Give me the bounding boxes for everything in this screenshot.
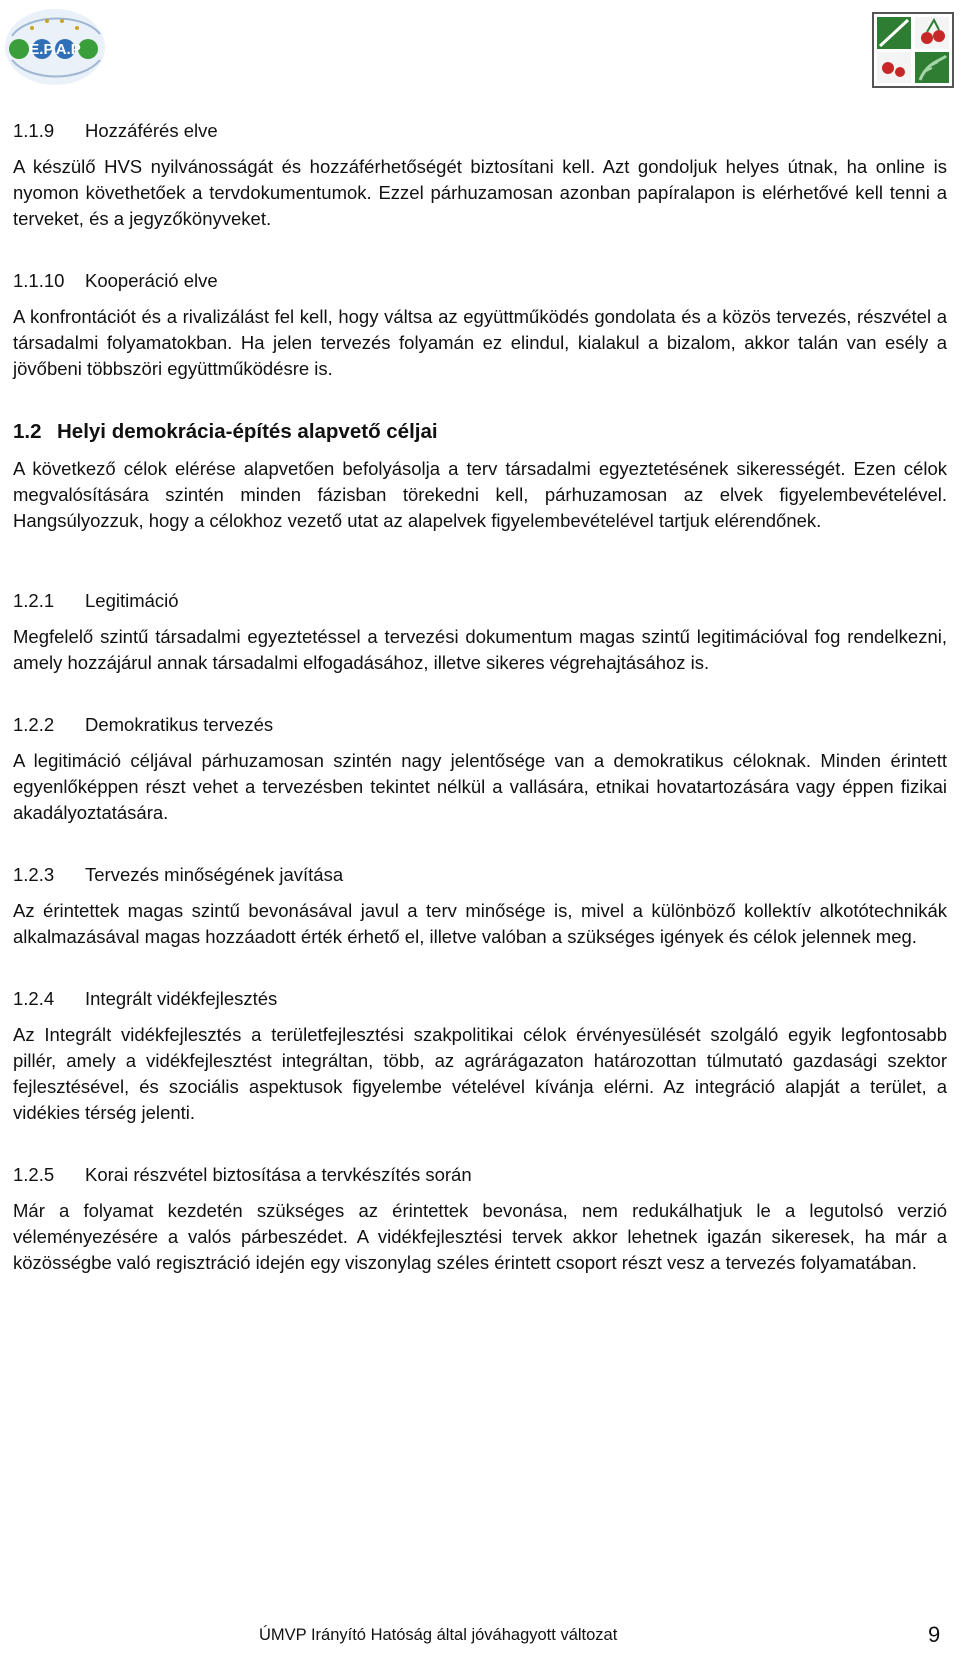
section-heading xyxy=(13,118,947,144)
page-footer xyxy=(0,1618,960,1648)
section-heading xyxy=(13,712,947,738)
section-title: Tervezés minőségének javítása xyxy=(85,864,344,885)
chapter-number: 1.2 xyxy=(13,420,42,443)
section-paragraph: Már a folyamat kezdetén szükséges az érintettek bevonása, nem redukálhatjuk le a legutolsó verzió véleményezésére a valós párbeszédet. A vidékfejlesztési tervek akkor lehetnek igazán sikeresek, ha már a közösségbe való regisztráció idején egy viszonylag széles érintett csoport részt vesz a tervezés folyamatában. xyxy=(13,1200,947,1273)
section-number: 1.2.3 xyxy=(13,864,55,885)
cherry-leaf-emblem xyxy=(872,12,954,88)
section-heading xyxy=(13,268,947,294)
chapter-title: Helyi demokrácia-építés alapvető céljai xyxy=(57,420,438,443)
footer-text: ÚMVP Irányító Hatóság által jóváhagyott változat xyxy=(259,1626,618,1644)
section-number: 1.2.5 xyxy=(13,1164,55,1185)
chapter-heading xyxy=(13,418,947,446)
section-number: 1.2.4 xyxy=(13,988,55,1009)
section-heading xyxy=(13,588,947,614)
section-paragraph: Az Integrált vidékfejlesztés a területfejlesztési szakpolitikai célok érvényesülését szolgáló egyik legfontosabb pillér, amely a vidékfejlesztést integráltan, több, az agrárágazaton határozottan túlmutató gazdasági szektor fejlesztésével, és szociális aspektusok figyelembe vételével kívánja elérni. Az integráció alapját a terület, a vidékies térség jelenti. xyxy=(13,1024,947,1123)
section-title: Integrált vidékfejlesztés xyxy=(85,988,278,1009)
section-heading xyxy=(13,862,947,888)
section-number: 1.2.2 xyxy=(13,714,55,735)
section-title: Hozzáférés elve xyxy=(85,120,218,141)
section-title: Korai részvétel biztosítása a tervkészítés során xyxy=(85,1164,472,1185)
section-number: 1.1.9 xyxy=(13,120,55,141)
section-paragraph: A következő célok elérése alapvetően befolyásolja a terv társadalmi egyeztetésének sikerességét. Ezen célok megvalósítására szintén minden fázisban törekedni kell, párhuzamosan az elvek figyelembevételével. Hangsúlyozzuk, hogy a célokhoz vezető utat az alapelvek figyelembevételével tartjuk elérendőnek. xyxy=(13,458,947,531)
section-paragraph: A készülő HVS nyilvánosságát és hozzáférhetőségét biztosítani kell. Azt gondoljuk helyes útnak, ha online is nyomon követhetőek a tervdokumentumok. Ezzel párhuzamosan azonban papíralapon is elérhetővé kell tenni a terveket, és a jegyzőkönyveket. xyxy=(13,156,947,229)
section-paragraph: Megfelelő szintű társadalmi egyeztetéssel a tervezési dokumentum magas szintű legitimációval fog rendelkezni, amely hozzájárul annak társadalmi elfogadásához, illetve sikeres végrehajtásához is. xyxy=(13,626,947,673)
section-title: Kooperáció elve xyxy=(85,270,218,291)
section-paragraph: A konfrontációt és a rivalizálást fel kell, hogy váltsa az együttműködés gondolata és a közös tervezés, részvétel a társadalmi folyamatokban. Ha jelen tervezés folyamán ez elindul, kialakul a bizalom, akkor talán van esély a jövőbeni többszöri együttműködésre is. xyxy=(13,306,947,379)
section-paragraph: Az érintettek magas szintű bevonásával javul a terv minősége is, mivel a különböző kollektív alkotótechnikák alkalmazásával magas hozzáadott érték érhető el, illetve valóban a szükséges igények és célok jelennek meg. xyxy=(13,900,947,947)
section-number: 1.1.10 xyxy=(13,270,65,291)
section-title: Legitimáció xyxy=(85,590,179,611)
section-paragraph: A legitimáció céljával párhuzamosan szintén nagy jelentősége van a demokratikus céloknak. Minden érintett egyenlőképpen részt vehet a tervezésben tekintet nélkül a vallására, etnikai hovatartozására vagy éppen fizikai akadályoztatására. xyxy=(13,750,947,823)
section-title: Demokratikus tervezés xyxy=(85,714,274,735)
svg-text:E.P.A.P: E.P.A.P xyxy=(29,41,81,58)
section-heading xyxy=(13,1162,947,1188)
document-body xyxy=(13,118,947,1276)
section-number: 1.2.1 xyxy=(13,590,55,611)
page-number: 9 xyxy=(928,1622,941,1647)
section-heading xyxy=(13,986,947,1012)
epap-logo xyxy=(2,6,108,88)
